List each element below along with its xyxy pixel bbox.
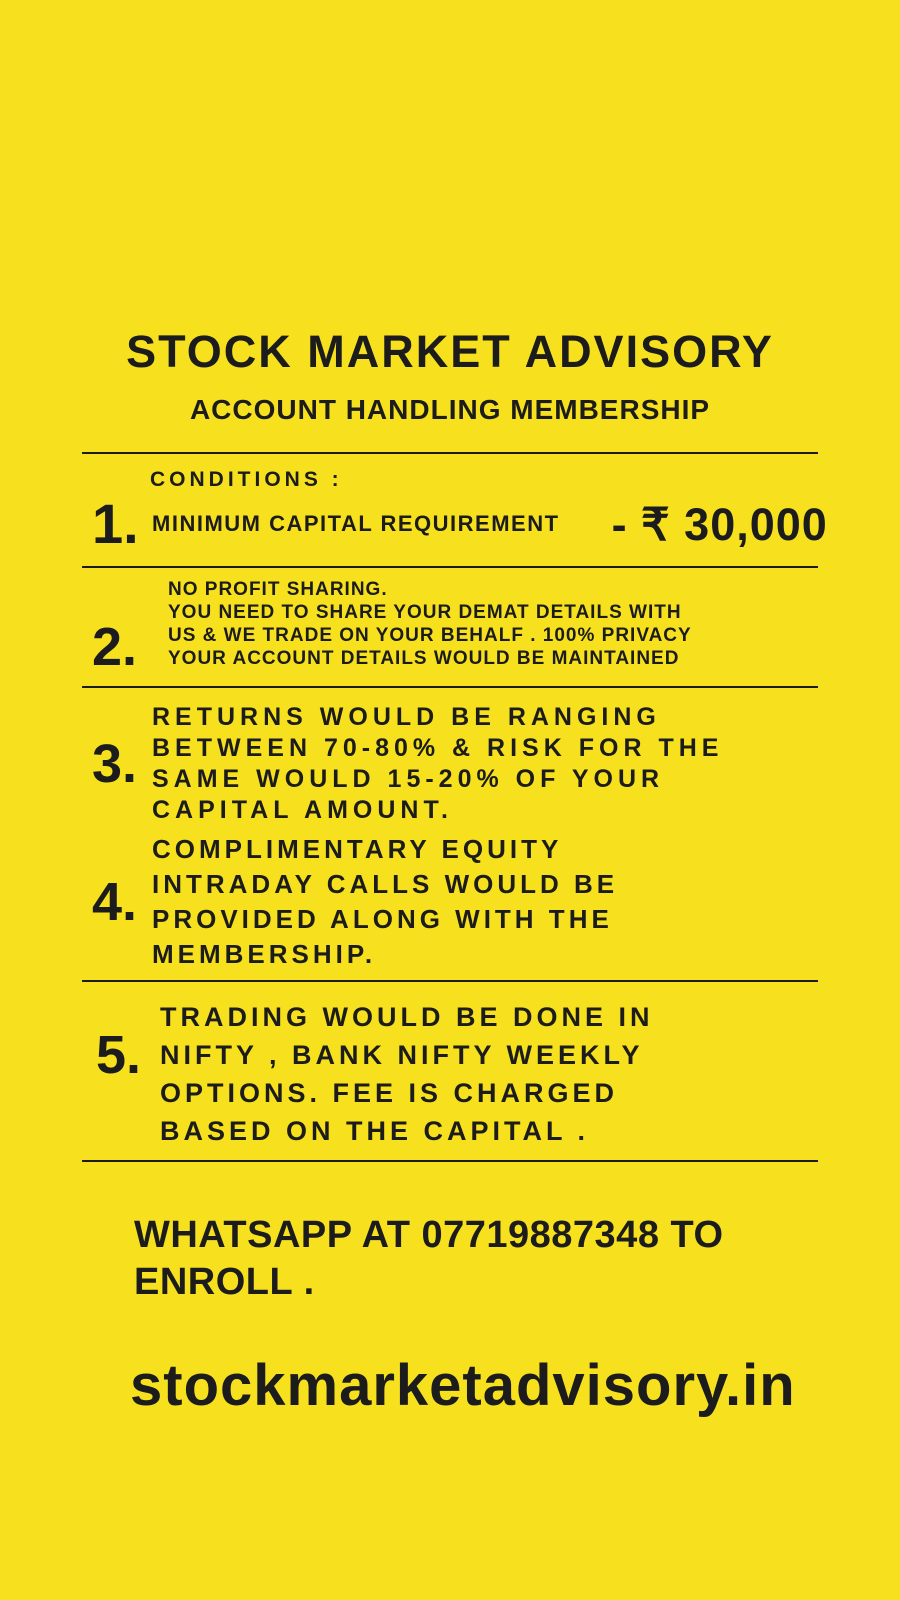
divider xyxy=(82,452,818,454)
item-4-line-3: PROVIDED ALONG WITH THE xyxy=(152,904,613,934)
divider xyxy=(82,1160,818,1162)
item-5-line-2: NIFTY , BANK NIFTY WEEKLY xyxy=(160,1040,644,1070)
item-1-text: MINIMUM CAPITAL REQUIREMENT xyxy=(152,511,560,536)
item-3-text xyxy=(152,702,723,826)
whatsapp-enroll-cta xyxy=(134,1212,900,1306)
item-2-line-4: YOUR ACCOUNT DETAILS WOULD BE MAINTAINED xyxy=(168,648,680,669)
item-3-line-3: SAME WOULD 15-20% OF YOUR xyxy=(152,765,665,793)
page-subtitle: ACCOUNT HANDLING MEMBERSHIP xyxy=(189,394,711,425)
conditions-label: CONDITIONS : xyxy=(150,468,343,491)
item-3-line-1: RETURNS WOULD BE RANGING xyxy=(152,703,661,731)
divider xyxy=(82,566,818,568)
item-1-number: 1. xyxy=(92,492,139,555)
item-3-line-2: BETWEEN 70-80% & RISK FOR THE xyxy=(152,734,724,762)
condition-item-4 xyxy=(92,832,900,972)
item-4-line-4: MEMBERSHIP. xyxy=(152,939,377,969)
item-5-line-3: OPTIONS. FEE IS CHARGED xyxy=(160,1078,619,1108)
cta-line-1: WHATSAPP AT 07719887348 TO xyxy=(134,1214,724,1256)
item-5-line-4: BASED ON THE CAPITAL . xyxy=(160,1116,590,1146)
item-5-text xyxy=(160,998,654,1150)
divider xyxy=(82,686,818,688)
item-2-line-2: YOU NEED TO SHARE YOUR DEMAT DETAILS WITH xyxy=(168,602,682,623)
item-4-line-2: INTRADAY CALLS WOULD BE xyxy=(152,869,619,899)
item-4-number: 4. xyxy=(92,872,138,932)
item-2-line-1: NO PROFIT SHARING. xyxy=(168,579,388,600)
item-5-line-1: TRADING WOULD BE DONE IN xyxy=(160,1002,654,1032)
item-4-text xyxy=(152,832,618,972)
condition-item-5 xyxy=(96,998,900,1150)
item-3-number: 3. xyxy=(92,734,138,794)
item-4-line-1: COMPLIMENTARY EQUITY xyxy=(152,834,563,864)
divider xyxy=(82,980,818,982)
item-2-line-3: US & WE TRADE ON YOUR BEHALF . 100% PRIVACY xyxy=(168,625,692,646)
item-1-capital-value: - ₹ 30,000 xyxy=(611,498,828,550)
condition-item-1 xyxy=(92,492,900,555)
website-url: stockmarketadvisory.in xyxy=(130,1353,796,1418)
page-title: STOCK MARKET ADVISORY xyxy=(126,326,774,377)
condition-item-3 xyxy=(92,702,900,826)
condition-item-2 xyxy=(92,578,900,677)
item-2-text xyxy=(168,578,692,670)
item-5-number: 5. xyxy=(96,1025,142,1085)
item-2-number: 2. xyxy=(92,617,138,677)
cta-line-2: ENROLL . xyxy=(134,1261,315,1303)
item-3-line-4: CAPITAL AMOUNT. xyxy=(152,796,453,824)
